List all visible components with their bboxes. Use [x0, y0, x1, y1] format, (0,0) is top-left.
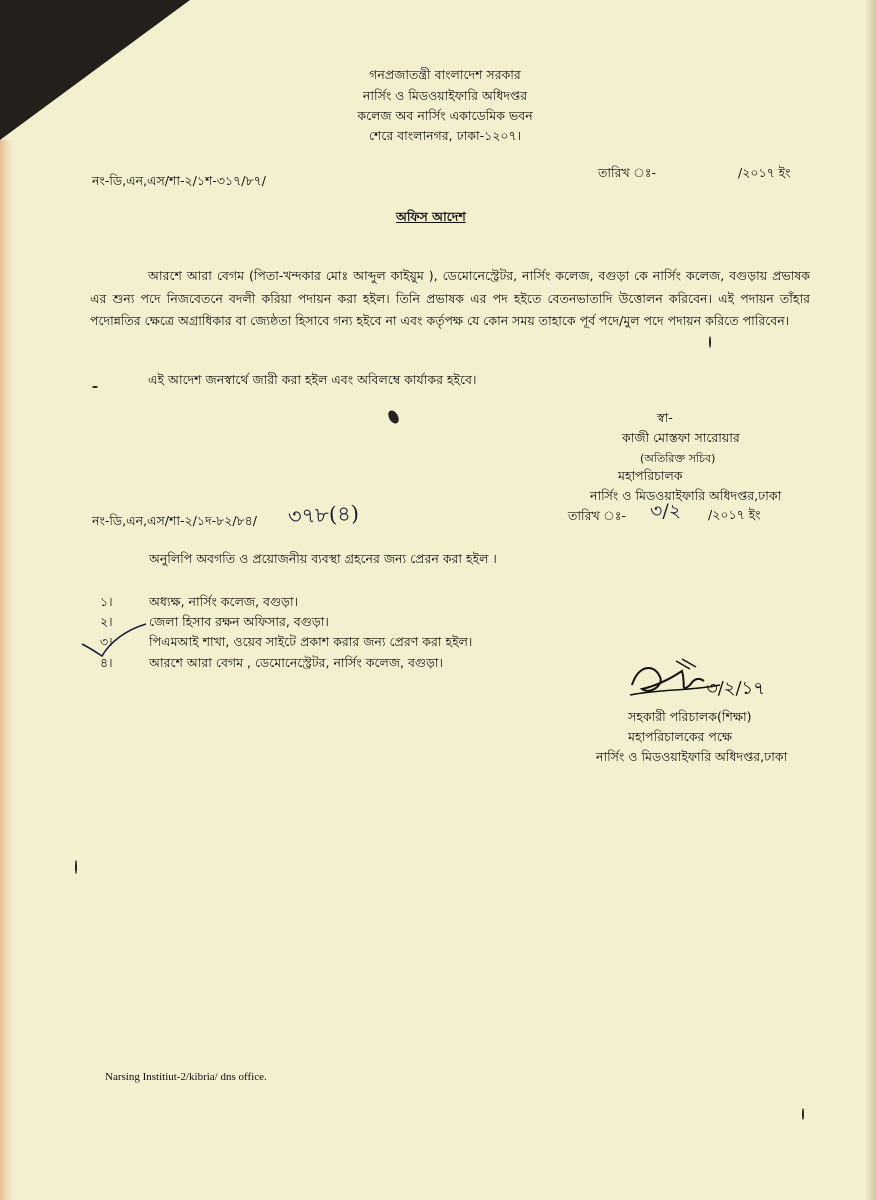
copy-memo-number: নং-ডি,এন,এস/শা-২/১দ-৮২/৮৪/ [92, 513, 257, 528]
copy-list-item: আরশে আরা বেগম , ডেমোনেস্ট্রেটর, নার্সিং কলেজ, বগুড়া। [149, 655, 444, 670]
check-mark-icon [80, 620, 150, 660]
ink-speck [802, 1108, 804, 1120]
footer-file-reference: Narsing Institiut-2/kibria/ dns office. [105, 1071, 267, 1083]
copy-list-item: অধ্যক্ষ, নার্সিং কলেজ, বগুড়া। [149, 594, 299, 609]
signatory2-on-behalf: মহাপরিচালকের পক্ষে [628, 729, 733, 744]
signatory-designation-note: (অতিরিক্ত সচিব) [640, 452, 716, 465]
order-paragraph-1-text: আরশে আরা বেগম (পিতা-খন্দকার মোঃ আব্দুল কাইয়ুম ), ডেমোনেস্ট্রেটর, নার্সিং কলেজ, বগুড়া কে নার্সিং কলেজ, বগুড়ায় প্রভাষক এর শুন্য পদে নিজবেতনে বদলী করিয়া পদায়ন করা হইল। তিনি প্রভাষক এর পদ হইতে বেতনভাতাদি উত্তোলন করিবেন। এই পদায়ন তাঁহার পদোন্নতির ক্ষেত্রে অগ্রাধিকার বা জ্যেষ্ঠতা হিসাবে গন্য হইবে না এবং কর্তৃপক্ষ যে কোন সময় তাহাকে পূর্ব পদে/মুল পদে পদায়ন করিতে পারিবেন। [90, 268, 810, 328]
signatory2-title: সহকারী পরিচালক(শিক্ষা) [628, 709, 752, 724]
copy-intro: অনুলিপি অবগতি ও প্রয়োজনীয় ব্যবস্থা গ্রহনের জন্য প্রেরন করা হইল । [149, 551, 497, 566]
ink-blot [386, 409, 401, 426]
handwritten-copy-date: ৩/২ [650, 500, 682, 522]
copy-list-no: ১। [100, 594, 113, 609]
copy-list-no: ৩। [100, 634, 113, 649]
copy-list-no: ২। [100, 614, 113, 629]
memo-number: নং-ডি,এন,এস/শা-২/১শ-৩১৭/৮৭/ [92, 173, 266, 188]
copy-list-item: পিএমআই শাখা, ওয়েব সাইটে প্রকাশ করার জন্য প্রেরণ করা হইল। [149, 634, 473, 649]
memo-date-value: /২০১৭ ইং [738, 165, 791, 180]
signatory-title: মহাপরিচালক [618, 468, 683, 483]
paper-left-edge [0, 140, 14, 1200]
signatory-office: নার্সিং ও মিডওয়াইফারি অধিদপ্তর,ঢাকা [590, 488, 782, 503]
scan-dark-corner [0, 0, 190, 140]
memo-date-label: তারিখ ঃ- [598, 165, 657, 180]
order-title: অফিস আদেশ [396, 209, 466, 224]
copy-list-no: ৪। [100, 655, 113, 670]
header-address: শেরে বাংলানগর, ঢাকা-১২০৭। [368, 128, 522, 143]
header-govt: গনপ্রজাতন্ত্রী বাংলাদেশ সরকার [369, 67, 521, 82]
header-building: কলেজ অব নার্সিং একাডেমিক ভবন [357, 108, 533, 123]
order-paragraph-2: এই আদেশ জনস্বার্থে জারী করা হইল এবং অবিলম্বে কার্যাকর হইবে। [148, 372, 477, 387]
copy-list-item: জেলা হিসাব রক্ষন অফিসার, বগুড়া। [149, 614, 329, 629]
ink-speck [709, 336, 711, 348]
ink-speck [92, 386, 98, 388]
signature-mark: স্বা- [657, 410, 673, 425]
signatory-name: কাজী মোস্তফা সারোয়ার [622, 430, 740, 445]
signatory2-office: নার্সিং ও মিডওয়াইফারি অধিদপ্তর,ঢাকা [596, 749, 788, 764]
header-directorate: নার্সিং ও মিডওয়াইফারি অধিদপ্তর [362, 88, 528, 103]
handwritten-memo-number: ৩৭৮(৪) [287, 501, 360, 529]
handwritten-signature-date: ৩/২/১৭ [706, 678, 765, 699]
order-paragraph-1 [90, 265, 810, 333]
paper-right-edge [866, 0, 876, 1200]
ink-speck [75, 860, 77, 874]
copy-date-suffix: /২০১৭ ইং [708, 507, 761, 522]
copy-date-label: তারিখ ঃ- [568, 508, 627, 523]
